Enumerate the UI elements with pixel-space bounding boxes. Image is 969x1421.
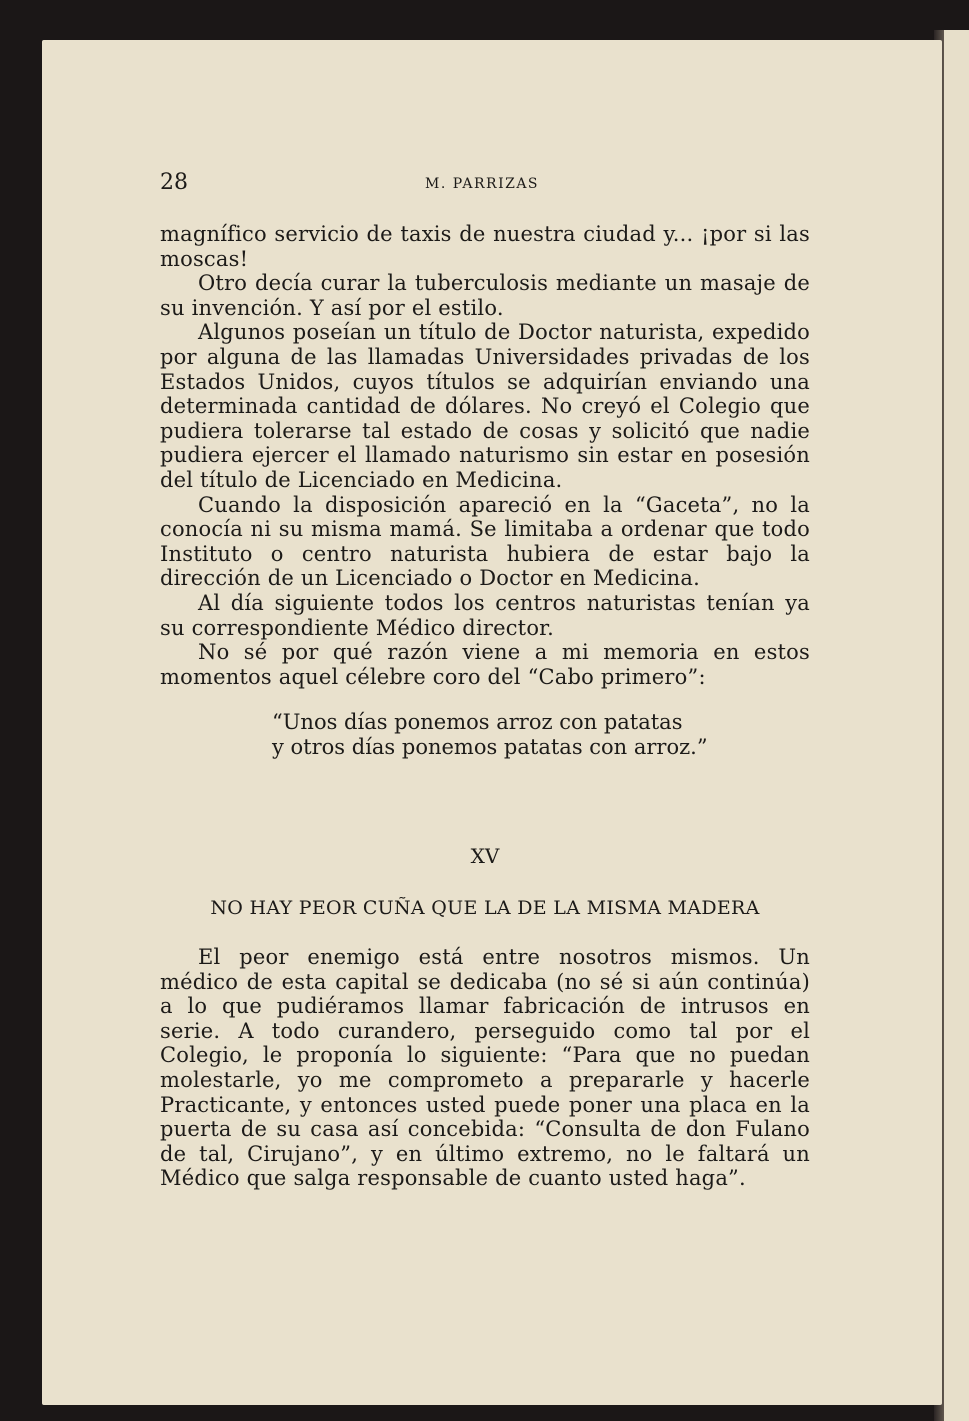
paragraph: Al día siguiente todos los centros naturistas tenían ya su correspondiente Médico director. <box>160 590 810 640</box>
body-text-bottom <box>160 945 810 1191</box>
paragraph: magnífico servicio de taxis de nuestra ciudad y... ¡por si las moscas! <box>160 222 810 271</box>
page-number: 28 <box>160 170 188 195</box>
paragraph: El peor enemigo está entre nosotros mismos. Un médico de esta capital se dedicaba (no sé si aún continúa) a lo que pudiéramos llamar fabricación de intrusos en serie. A todo curandero, perseguido como tal por el Colegio, le proponía lo siguiente: “Para que no puedan molestarle, yo me comprometo a prepararle y hacerle Practicante, y entonces usted puede poner una placa en la puerta de su casa así concebida: “Consulta de don Fulano de tal, Cirujano”, y en último extremo, no le faltará un Médico que salga responsable de cuanto usted haga”. <box>160 945 810 1191</box>
page-header <box>160 170 810 200</box>
verse-line: “Unos días ponemos arroz con patatas <box>272 710 683 734</box>
paragraph: No sé por qué razón viene a mi memoria en estos momentos aquel célebre coro del “Cabo primero”: <box>160 640 810 689</box>
paragraph: Otro decía curar la tuberculosis mediante un masaje de su invención. Y así por el estilo. <box>160 271 810 320</box>
next-page-edge <box>944 30 969 1421</box>
chapter-number: XV <box>470 844 500 868</box>
running-head: M. PARRIZAS <box>425 176 540 192</box>
paragraph: Algunos poseían un título de Doctor naturista, expedido por alguna de las llamadas Universidades privadas de los Estados Unidos, cuyos títulos se adquirían enviando una determinada cantidad de dólares. No creyó el Colegio que pudiera tolerarse tal estado de cosas y solicitó que nadie pudiera ejercer el llamado naturismo sin estar en posesión del título de Licenciado en Medicina. <box>160 320 810 492</box>
verse-quote <box>160 710 810 759</box>
paragraph: Cuando la disposición apareció en la “Gaceta”, no la conocía ni su misma mamá. Se limitaba a ordenar que todo Instituto o centro naturista hubiera de estar bajo la dirección de un Licenciado o Doctor en Medicina. <box>160 492 810 591</box>
body-text-top <box>160 222 810 689</box>
verse-line: y otros días ponemos patatas con arroz.” <box>272 734 708 759</box>
chapter-title: NO HAY PEOR CUÑA QUE LA DE LA MISMA MADERA <box>210 897 760 919</box>
